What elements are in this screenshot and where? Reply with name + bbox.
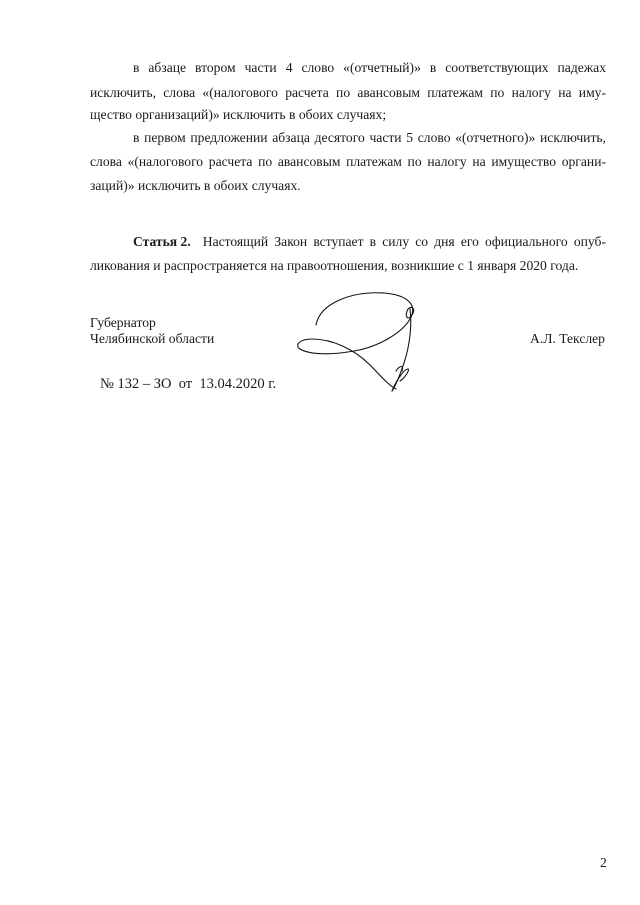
paragraph-1-line-1 [133,59,606,76]
paragraph-2-line-1 [133,129,606,146]
page-number: 2 [600,855,607,870]
signatory-title-line-1: Губернатор [90,315,156,330]
article-2-line-2 [90,257,578,274]
paragraph-2-line-3-text: заций)» исключить в обоих случаях. [90,178,301,193]
paragraph-1-line-3 [90,106,386,123]
article-2-heading: Статья 2. [133,234,191,249]
paragraph-1-line-1-text: в абзаце втором части 4 слово «(отчетный)» в соответствующих падежах [133,60,606,75]
article-2-line-2-text: ликования и распространяется на правоотношения, возникшие с 1 января 2020 года. [90,258,579,273]
law-number-date: № 132 – ЗО от 13.04.2020 г. [100,376,277,392]
article-2-line-1-text: Настоящий Закон вступает в силу со дня его официального опуб- [202,234,606,249]
paragraph-1-line-3-text: щество организаций)» исключить в обоих случаях; [90,107,387,122]
article-2-line-1 [133,233,606,250]
paragraph-2-line-2 [90,153,606,170]
paragraph-2-line-2-text: слова «(налогового расчета по авансовым платежам по налогу на имущество органи- [90,154,606,169]
signatory-name: А.Л. Текслер [530,331,605,346]
paragraph-1-line-2 [90,84,606,101]
signatory-title-line-2: Челябинской области [90,331,215,346]
handwritten-signature [292,285,432,397]
paragraph-1-line-2-text: исключить, слова «(налогового расчета по авансовым платежам по налогу на иму- [90,85,606,100]
signature-loop-stroke [298,293,413,389]
paragraph-2-line-3 [90,177,301,194]
paragraph-2-line-1-text: в первом предложении абзаца десятого части 5 слово «(отчетного)» исключить, [133,130,606,145]
